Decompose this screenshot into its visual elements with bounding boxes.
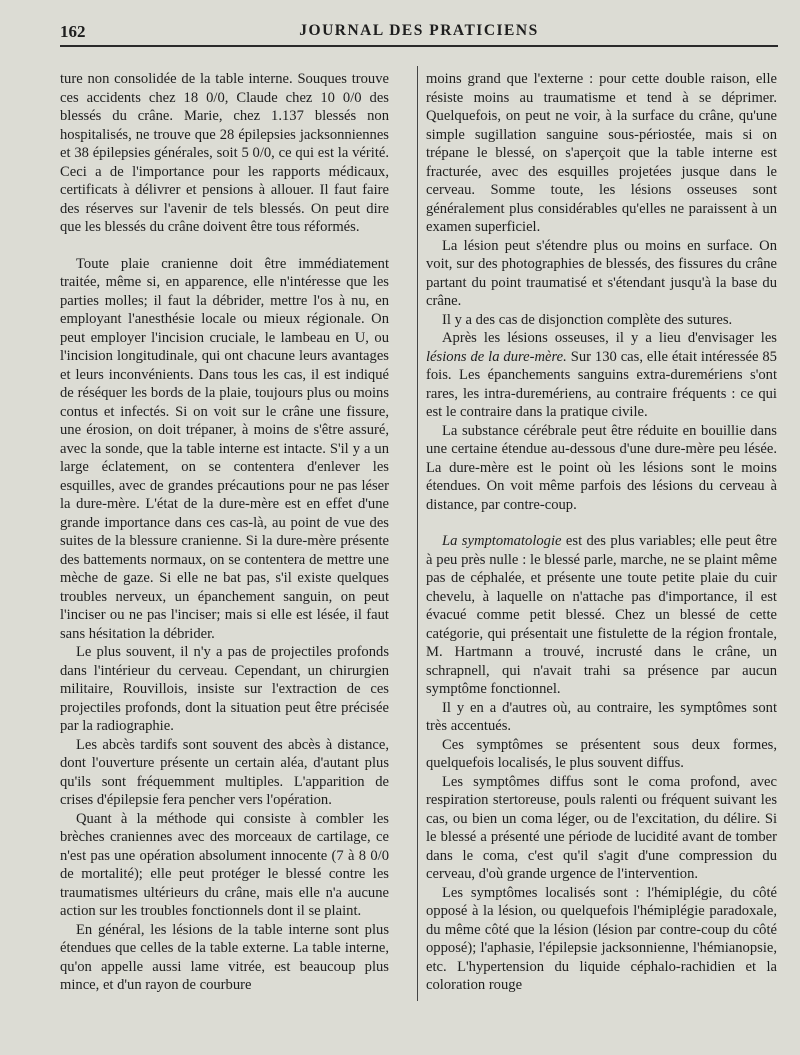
header-rule — [60, 45, 778, 47]
column-divider — [417, 66, 418, 1001]
paragraph: moins grand que l'externe : pour cette double raison, elle résiste moins au traumatisme et tend à se déprimer. Quelquefois, on peut ne voir, à la surface du crâne, qu'une simple sugillation sanguine sous-périostée, mais si on trépane le blessé, on s'aperçoit que la table interne est fracturée, avec des esquilles projetées jusque dans le cerveau. Somme toute, les lésions osseuses sont généralement plus considérables qu'elles ne paraissent à un examen superficiel. — [426, 71, 777, 235]
paragraph-lead: Après les lésions osseuses, il y a lieu d'envisager les — [442, 330, 777, 346]
paragraph: Les symptômes diffus sont le coma profond, avec respiration stertoreuse, pouls ralenti ou fréquent suivant les cas, ou bien un coma léger, ou de l'excitation, du délire. Si le blessé a présenté une période de lucidité avant de tomber dans le coma, c'est qu'il s'agit d'une compression du cerveau, d'où grande urgence de l'intervention. — [426, 773, 777, 882]
paragraph: Les symptômes localisés sont : l'hémiplégie, du côté opposé à la lésion, ou quelquefois l'hémiplégie paradoxale, du même côté que la lésion (lésion par contre-coup du côté opposé); l'aphasie, l'épilepsie jacksonnienne, l'hémianopsie, etc. L'hypertension du liquide céphalo-rachidien et la coloration rouge — [426, 884, 777, 993]
paragraph: Il y en a d'autres où, au contraire, les symptômes sont très accentués. — [426, 699, 777, 734]
running-title: JOURNAL DES PRATICIENS — [299, 22, 539, 39]
paragraph: ture non consolidée de la table interne. Souques trouve ces accidents chez 18 0/0, Claude chez 10 0/0 des blessés du crâne. Marie, chez 1.137 blessés non hospitalisés, ne trouve que 28 épilepsies jacksonniennes et 38 épilepsies générales, soit 5 0/0, ce qui est la vérité. Ceci a de l'importance pour les rapports médicaux, certificats à délivrer et pensions à allouer. Il faut faire des réserves sur l'avenir de tels blessés. On peut dire que les blessés du crâne doivent être tous réformés. — [60, 71, 389, 235]
italic-term: lésions de la dure-mère. — [426, 348, 567, 365]
paragraph: Ces symptômes se présentent sous deux formes, quelquefois localisés, le plus souvent diffus. — [426, 736, 777, 771]
right-column — [426, 70, 777, 995]
paragraph: Les abcès tardifs sont souvent des abcès à distance, dont l'ouverture présente un certain aléa, d'autant plus qu'ils sont fréquemment multiples. L'apparition de crises d'épilepsie fera pencher vers l'opération. — [60, 736, 389, 808]
left-column — [60, 70, 389, 995]
paragraph: Quant à la méthode qui consiste à combler les brèches craniennes avec des morceaux de cartilage, ce n'est pas une opération absolument innocente (7 à 8 0/0 de mortalité); elle peut protéger le blessé contre les traumatismes ultérieurs du crâne, mais elle n'a aucune action sur les troubles fonctionnels dont il se plaint. — [60, 810, 389, 919]
paragraph-symptomatologie — [426, 532, 777, 699]
paragraph: Toute plaie cranienne doit être immédiatement traitée, même si, en apparence, elle n'intéresse que les parties molles; il faut la débrider, mettre l'os à nu, en employant l'anesthésie locale ou mieux régionale. On peut employer l'incision cruciale, le lambeau en U, ou l'incision longitudinale, qui ont chacune leurs avantages et leurs inconvénients. Dans tous les cas, il est indiqué de réséquer les bords de la plaie, toujours plus ou moins contus et infectés. Si on voit sur le crâne une fissure, une érosion, on doit trépaner, à moins de s'être assuré, avec la sonde, que la table interne est intacte. S'il y a un large éclatement, on se contentera d'enlever les esquilles, avec de grandes précautions pour ne pas léser la dure-mère. L'état de la dure-mère est en effet d'une grande importance dans ces cas-là, au point de vue des suites de la blessure cranienne. Si la dure-mère présente des battements normaux, on se contentera de mettre une mèche de gaze. Si elle ne bat pas, s'il existe quelques troubles nerveux, un épanchement sanguin, on peut l'inciser ou ne pas l'inciser; mais si elle est lésée, il faut sans hésitation la débrider. — [60, 255, 389, 642]
paragraph-body: Sur 130 cas, elle était intéressée 85 fois. Les épanchements sanguins extra-duremériens s'ont rares, les intra-duremériens, au contraire fréquents : ce qui est le contraire dans la pratique civile. — [426, 348, 777, 420]
page-number: 162 — [60, 22, 86, 41]
paragraph: Il y a des cas de disjonction complète des sutures. — [442, 311, 733, 328]
paragraph: La lésion peut s'étendre plus ou moins en surface. On voit, sur des photographies de blessés, des fissures du crâne partant du point traumatisé et s'étendant jusqu'à la base du crâne. — [426, 237, 777, 309]
paragraph-dure-mere — [426, 329, 777, 422]
paragraph-body: est des plus variables; elle peut être à peu près nulle : le blessé parle, marche, ne se plaint même pas de céphalée, et présente une toute petite plaie du cuir chevelu, à laquelle on n'attache pas d'importance, il est évacué comme petit blessé. Chez un blessé de cette catégorie, qui présentait une fistulette de la région frontale, M. Hartmann a trouvé, incrusté dans le crâne, un schrapnell, qui n'avait trahi sa présence par aucun symptôme fonctionnel. — [426, 533, 777, 697]
paragraph: En général, les lésions de la table interne sont plus étendues que celles de la table externe. La table interne, qu'on appelle aussi lame vitrée, est beaucoup plus mince, et d'un rayon de courbure — [60, 921, 389, 993]
paragraph: La substance cérébrale peut être réduite en bouillie dans une certaine étendue au-dessous d'une dure-mère peu lésée. La dure-mère est le point où les lésions sont le moins étendues. On voit même parfois des lésions du cerveau à distance, par contre-coup. — [426, 422, 777, 513]
italic-term: La symptomatologie — [442, 533, 562, 549]
page-header — [60, 22, 778, 44]
paragraph: Le plus souvent, il n'y a pas de projectiles profonds dans l'intérieur du cerveau. Cependant, un chirurgien militaire, Rouvillois, insiste sur l'extraction de ces projectiles profonds, dont la situation peut être précisée par la radiographie. — [60, 644, 389, 734]
